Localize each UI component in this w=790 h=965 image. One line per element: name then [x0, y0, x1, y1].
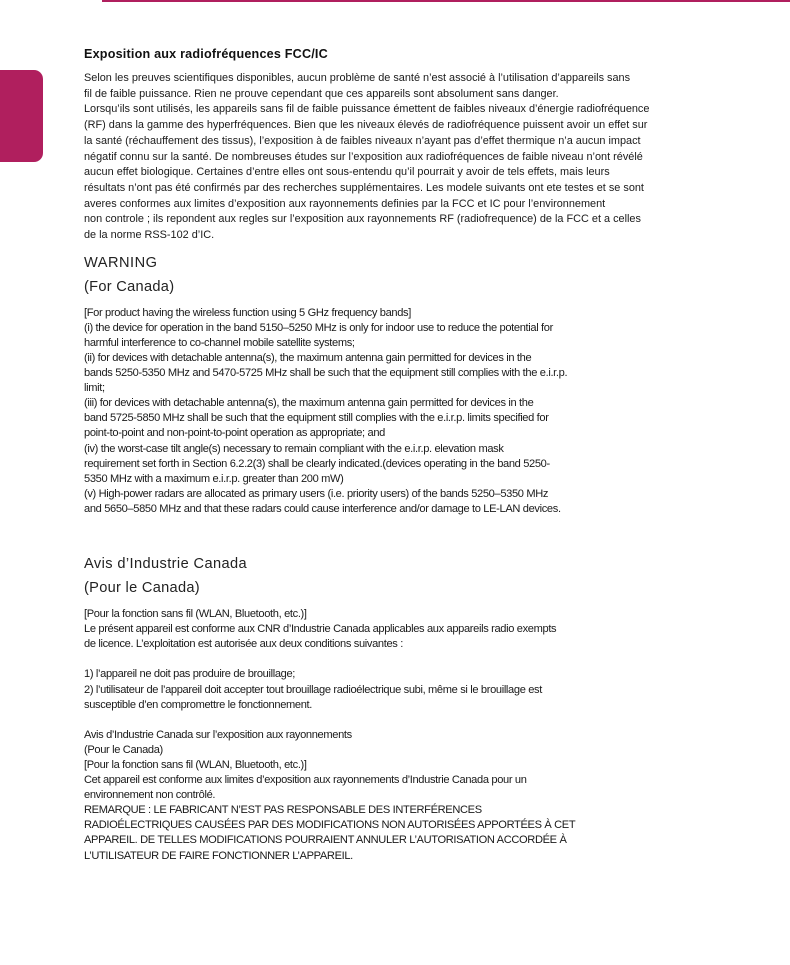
text-line: (iv) the worst-case tilt angle(s) necessary to remain compliant with the e.i.r.p. elevation mask	[84, 442, 504, 455]
avis-heading: Avis d’Industrie Canada	[84, 556, 248, 573]
fcc-paragraph	[84, 71, 774, 244]
text-line: Selon les preuves scientifiques disponibles, aucun problème de santé n’est associé à l’utilisation d’appareils sans	[84, 72, 631, 84]
text-line: [Pour la fonction sans fil (WLAN, Bluetooth, etc.)]	[84, 608, 307, 621]
text-line: fil de faible puissance. Rien ne prouve cependant que ces appareils sont absolument sans danger.	[84, 87, 559, 100]
warning-heading: WARNING	[84, 254, 158, 271]
text-line: bands 5250-5350 MHz and 5470-5725 MHz shall be such that the equipment still complies with the e.i.r.p.	[84, 367, 568, 380]
text-line: [For product having the wireless function using 5 GHz frequency bands]	[84, 306, 411, 319]
text-line: REMARQUE : LE FABRICANT N’EST PAS RESPONSABLE DES INTERFÉRENCES	[84, 804, 482, 817]
text-line: and 5650–5850 MHz and that these radars could cause interference and/or damage to LE-LAN devices.	[84, 502, 561, 515]
paragraph-gap	[84, 652, 774, 667]
text-line: averes conformes aux limites d’exposition aux rayonnements definies par la FCC et IC pour l’environnement	[84, 197, 606, 210]
text-line: L’UTILISATEUR DE FAIRE FONCTIONNER L’APPAREIL.	[84, 849, 353, 862]
text-line: Cet appareil est conforme aux limites d’exposition aux rayonnements d’Industrie Canada pour un	[84, 774, 527, 787]
warning-body	[84, 306, 774, 517]
text-line: résultats n’ont pas été confirmés par des recherches supplémentaires. Les modele suivants ont ete testes et se sont	[84, 181, 644, 194]
text-line: (v) High-power radars are allocated as primary users (i.e. priority users) of the bands 5250–5350 MHz	[84, 487, 549, 500]
text-line: négatif connu sur la santé. De nombreuses études sur l’exposition aux radiofréquences de faible niveau n’ont révélé	[84, 150, 643, 163]
text-line: aucun effet biologique. Certaines d’entre elles ont sous-entendu qu’il pourrait y avoir de tels effets, mais leurs	[84, 166, 610, 179]
text-line: limit;	[84, 382, 105, 395]
text-line: non controle ; ils repondent aux regles sur l’exposition aux rayonnements RF (radiofrequence) de la FCC et a celles	[84, 213, 641, 226]
avis-body	[84, 607, 774, 864]
text-line: 5350 MHz with a maximum e.i.r.p. greater than 200 mW)	[84, 472, 344, 485]
text-line: harmful interference to co-channel mobile satellite systems;	[84, 336, 355, 349]
text-line: point-to-point and non-point-to-point operation as appropriate; and	[84, 427, 385, 440]
text-line: 2) l’utilisateur de l’appareil doit accepter tout brouillage radioélectrique subi, même si le brouillage est	[84, 683, 542, 696]
text-line: (ii) for devices with detachable antenna(s), the maximum antenna gain permitted for devices in the	[84, 352, 532, 365]
text-line: la santé (réchauffement des tissus), l’exposition à de faibles niveaux n’ayant pas d’effet thermique n’a aucun impact	[84, 134, 641, 147]
section-side-tab	[0, 70, 43, 162]
text-line: Avis d’Industrie Canada sur l’exposition aux rayonnements	[84, 728, 352, 741]
paragraph-gap	[84, 713, 774, 728]
text-line: (Pour le Canada)	[84, 743, 163, 756]
text-line: [Pour la fonction sans fil (WLAN, Bluetooth, etc.)]	[84, 758, 307, 771]
text-line: susceptible d’en compromettre le fonctionnement.	[84, 698, 313, 711]
text-line: environnement non contrôlé.	[84, 789, 216, 802]
text-line: 1) l’appareil ne doit pas produire de brouillage;	[84, 668, 296, 681]
text-line: Le présent appareil est conforme aux CNR d’Industrie Canada applicables aux appareils radio exempts	[84, 623, 557, 636]
text-line: de la norme RSS-102 d’IC.	[84, 229, 215, 242]
text-line: requirement set forth in Section 6.2.2(3) shall be clearly indicated.(devices operating in the band 5250-	[84, 457, 550, 470]
text-line: de licence. L’exploitation est autorisée aux deux conditions suivantes :	[84, 638, 403, 651]
avis-subheading: (Pour le Canada)	[84, 580, 200, 597]
text-line: RADIOÉLECTRIQUES CAUSÉES PAR DES MODIFICATIONS NON AUTORISÉES APPORTÉES À CET	[84, 819, 576, 832]
text-line: (iii) for devices with detachable antenna(s), the maximum antenna gain permitted for devices in the	[84, 397, 534, 410]
top-accent-rule	[102, 0, 790, 2]
fcc-section-title: Exposition aux radiofréquences FCC/IC	[84, 47, 328, 61]
page-content	[84, 46, 774, 864]
text-line: APPAREIL. DE TELLES MODIFICATIONS POURRAIENT ANNULER L’AUTORISATION ACCORDÉE À	[84, 834, 567, 847]
text-line: band 5725-5850 MHz shall be such that the equipment still complies with the e.i.r.p. limits specified for	[84, 412, 549, 425]
text-line: (i) the device for operation in the band 5150–5250 MHz is only for indoor use to reduce the potential for	[84, 321, 553, 334]
text-line: (RF) dans la gamme des hyperfréquences. Bien que les niveaux élevés de radiofréquence puissent avoir un effet sur	[84, 119, 648, 132]
warning-subheading: (For Canada)	[84, 278, 175, 295]
text-line: Lorsqu’ils sont utilisés, les appareils sans fil de faible puissance émettent de faibles niveaux d’énergie radiofréquence	[84, 103, 650, 116]
